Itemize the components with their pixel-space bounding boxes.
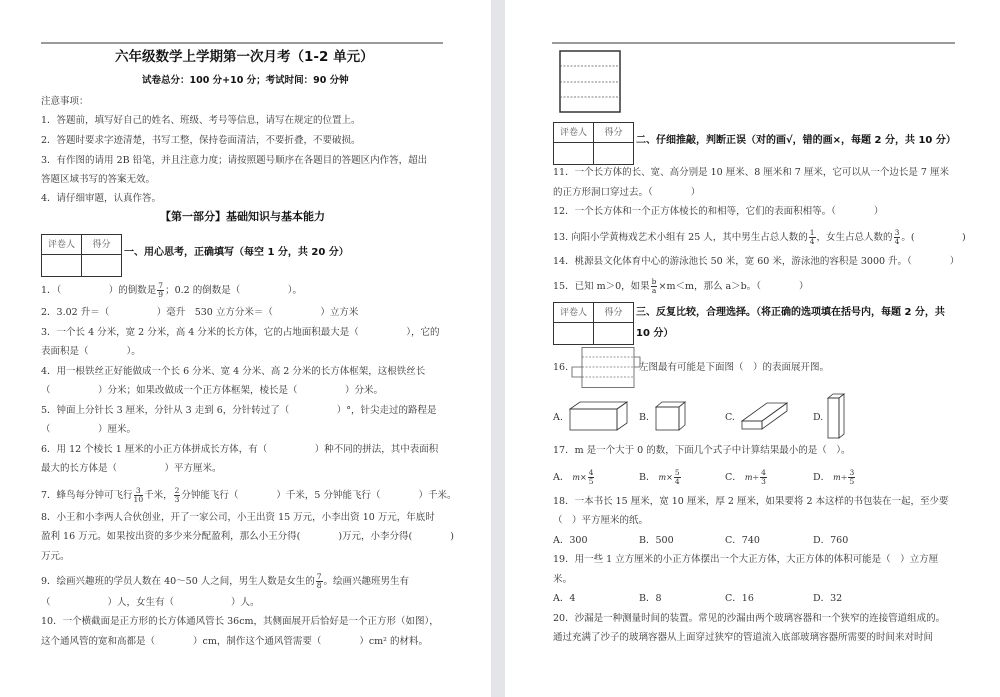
exam-title: 六年级数学上学期第一次月考（1-2 单元）: [115, 49, 374, 65]
question-19-cont: 米。: [553, 574, 573, 585]
question-10-cont: 这个通风管的宽和高都是（ ）cm，制作这个通风管需要（ ）cm² 的材料。: [41, 636, 428, 647]
notice-item: 1．答题前，填写好自己的姓名、班级、考号等信息，请写在规定的位置上。: [41, 115, 361, 126]
question-11-cont: 的正方形洞口穿过去。（ ）: [553, 187, 701, 198]
q19-option-c[interactable]: C．16: [725, 593, 754, 604]
section-3-heading: 三、反复比较，合理选择。（将正确的选项填在括号内，每题 2 分，共: [636, 307, 945, 318]
question-17: 17．m 是一个大于 0 的数，下面几个式子中计算结果最小的是（ ）。: [553, 445, 851, 456]
q18-option-d[interactable]: D．760: [813, 535, 849, 546]
section-1-heading: 一、用心思考，正确填写（每空 1 分，共 20 分）: [124, 247, 349, 258]
ventilation-duct-net-figure: [559, 50, 621, 114]
question-13: 13. 向阳小学黄梅戏艺术小组有 25 人，其中男生占总人数的 $\frac{1}{4}$ ，女生占总人数的 $\frac{3}{4}$ 。( ): [553, 228, 966, 246]
score-label: 得分: [82, 235, 122, 255]
option-d-tall-prism-icon[interactable]: [827, 393, 847, 439]
grader-label: 评卷人: [554, 303, 594, 323]
question-18-cont: （ ）平方厘米的纸。: [553, 515, 649, 526]
option-c-flat-cuboid-icon[interactable]: [741, 402, 789, 430]
question-7: 7．蜂鸟每分钟可飞行 $\frac{3}{10}$ 千米， $\frac{2}{3}$ 分钟能飞行（ ）千米，5 分钟能飞行（ ）千米。: [41, 486, 457, 504]
question-6-cont: 最大的长方体是（ ）平方厘米。: [41, 463, 222, 474]
option-a-cuboid-icon[interactable]: [569, 401, 629, 431]
question-11: 11．一个长方体的长、宽、高分别是 10 厘米、8 厘米和 7 厘米，它可以从一个边长是 7 厘米: [553, 167, 949, 178]
question-5: 5．钟面上分针长 3 厘米，分针从 3 走到 6，分针转过了（ ）°，针尖走过的路程是: [41, 405, 437, 416]
q19-option-a[interactable]: A．4: [553, 593, 576, 604]
exam-page-2: [505, 0, 1000, 697]
question-20-cont: 通过充满了沙子的玻璃容器从上面穿过狭窄的管道流入底部玻璃容器所需要的时间来对时间: [553, 632, 934, 643]
question-8-cont: 盈利 16 万元。如果按出资的多少来分配盈利，那么小王分得( )万元，小李分得( ): [41, 531, 454, 542]
grader-field[interactable]: [554, 323, 594, 345]
option-a-label[interactable]: A.: [553, 412, 563, 423]
fraction: $\frac{2}{3}$: [174, 486, 180, 504]
question-9-cont: （ ）人，女生有（ ）人。: [41, 597, 260, 608]
question-19: 19．用一些 1 立方厘米的小正方体摆出一个大正方体，大正方体的体积可能是（ ）立方厘: [553, 554, 939, 565]
notice-item: 3．有作图的请用 2B 铅笔，并且注意力度；请按照题号顺序在各题目的答题区内作答，超出: [41, 155, 428, 166]
grader-field[interactable]: [42, 255, 82, 277]
question-12: 12．一个长方体和一个正方体棱长的和相等，它们的表面积相等。（ ）: [553, 206, 884, 217]
question-4: 4．用一根铁丝正好能做成一个长 6 分米、宽 4 分米、高 2 分米的长方体框架，这根铁丝长: [41, 366, 426, 377]
section-2-heading: 二、仔细推敲，判断正误（对的画√，错的画×，每题 2 分，共 10 分）: [636, 135, 956, 146]
q17-option-d[interactable]: D． m÷ $\frac{3}{5}$: [813, 468, 855, 486]
header-rule: [41, 42, 443, 44]
score-label: 得分: [594, 303, 634, 323]
fraction: $\frac{3}{4}$: [894, 228, 900, 246]
score-box: [553, 302, 634, 345]
question-20: 20．沙漏是一种测量时间的装置。常见的沙漏由两个玻璃容器和一个狭窄的连接管道组成的。: [553, 613, 946, 624]
option-b-label[interactable]: B.: [639, 412, 650, 423]
fraction: $\frac{1}{4}$: [809, 228, 815, 246]
exam-page-1: [0, 0, 491, 697]
q18-option-b[interactable]: B．500: [639, 535, 674, 546]
part-heading: 【第一部分】基础知识与基本能力: [160, 210, 325, 223]
fraction: $\frac{3}{10}$: [133, 486, 144, 504]
question-1: 1．（ ）的倒数是 $\frac{7}{9}$ ；0.2 的倒数是（ ）。: [41, 281, 302, 299]
notice-item: 2．答题时要求字迹清楚，书写工整，保持卷面清洁，不要折叠，不要破损。: [41, 135, 361, 146]
score-field[interactable]: [82, 255, 122, 277]
question-3: 3．一个长 4 分米，宽 2 分米，高 4 分米的长方体，它的占地面积最大是（ ），它的: [41, 327, 440, 338]
question-8-cont: 万元。: [41, 551, 70, 562]
question-8: 8．小王和小李两人合伙创业，开了一家公司，小王出资 15 万元，小李出资 10 万元，年底时: [41, 512, 435, 523]
grader-field[interactable]: [554, 143, 594, 165]
exam-subtitle: 试卷总分：100 分+10 分；考试时间：90 分钟: [142, 75, 349, 86]
fraction: $\frac{7}{9}$: [158, 281, 164, 299]
notice-item: 4．请仔细审题，认真作答。: [41, 193, 162, 204]
question-16-number: 16.: [553, 362, 569, 373]
fraction: $\frac{7}{8}$: [316, 572, 322, 590]
notice-heading: 注意事项：: [41, 96, 89, 107]
notice-item: 答题区域书写的答案无效。: [41, 174, 156, 185]
score-field[interactable]: [594, 143, 634, 165]
score-label: 得分: [594, 123, 634, 143]
question-2: 2．3.02 升＝（ ）毫升 530 立方分米＝（ ）立方米: [41, 307, 359, 318]
question-4-cont: （ ）分米；如果改做成一个正方体框架，棱长是（ ）分米。: [41, 385, 384, 396]
q17-option-b[interactable]: B． m× $\frac{5}{4}$: [639, 468, 680, 486]
question-10: 10．一个横截面是正方形的长方体通风管长 36cm，其侧面展开后恰好是一个正方形（如图），: [41, 616, 439, 627]
option-d-label[interactable]: D.: [813, 412, 824, 423]
grader-label: 评卷人: [42, 235, 82, 255]
question-9: 9．绘画兴趣班的学员人数在 40～50 人之间，男生人数是女生的 $\frac{7}{8}$ 。绘画兴趣班男生有: [41, 572, 410, 590]
fraction: $\frac{b}{a}$: [651, 277, 657, 295]
question-16: 左图最有可能是下面图（ ）的表面展开图。: [639, 362, 830, 373]
q18-option-a[interactable]: A．300: [553, 535, 588, 546]
score-field[interactable]: [594, 323, 634, 345]
grader-label: 评卷人: [554, 123, 594, 143]
q17-option-c[interactable]: C． m÷ $\frac{4}{3}$: [725, 468, 766, 486]
page-gutter: [491, 0, 505, 697]
option-c-label[interactable]: C.: [725, 412, 735, 423]
question-15: 15．已知 m＞0，如果 $\frac{b}{a}$ ×m＜m，那么 a＞b。（ ）: [553, 277, 809, 295]
header-rule: [552, 42, 955, 44]
section-3-heading-cont: 10 分）: [636, 328, 674, 339]
cuboid-net-figure: [571, 347, 641, 389]
question-3-cont: 表面积是（ ）。: [41, 346, 141, 357]
question-5-cont: （ ）厘米。: [41, 424, 137, 435]
score-box: [553, 122, 634, 165]
question-14: 14．桃源县文化体育中心的游泳池长 50 米，宽 60 米，游泳池的容积是 3000 升。（ ）: [553, 256, 960, 267]
question-6: 6．用 12 个棱长 1 厘米的小正方体拼成长方体，有（ ）种不同的拼法，其中表面积: [41, 444, 439, 455]
q17-option-a[interactable]: A． m× $\frac{4}{5}$: [553, 468, 594, 486]
score-box: [41, 234, 122, 277]
q18-option-c[interactable]: C．740: [725, 535, 760, 546]
q19-option-b[interactable]: B．8: [639, 593, 662, 604]
option-b-cube-icon[interactable]: [655, 401, 687, 431]
question-18: 18．一本书长 15 厘米，宽 10 厘米，厚 2 厘米，如果要将 2 本这样的书包装在一起，至少要: [553, 496, 949, 507]
q19-option-d[interactable]: D．32: [813, 593, 843, 604]
